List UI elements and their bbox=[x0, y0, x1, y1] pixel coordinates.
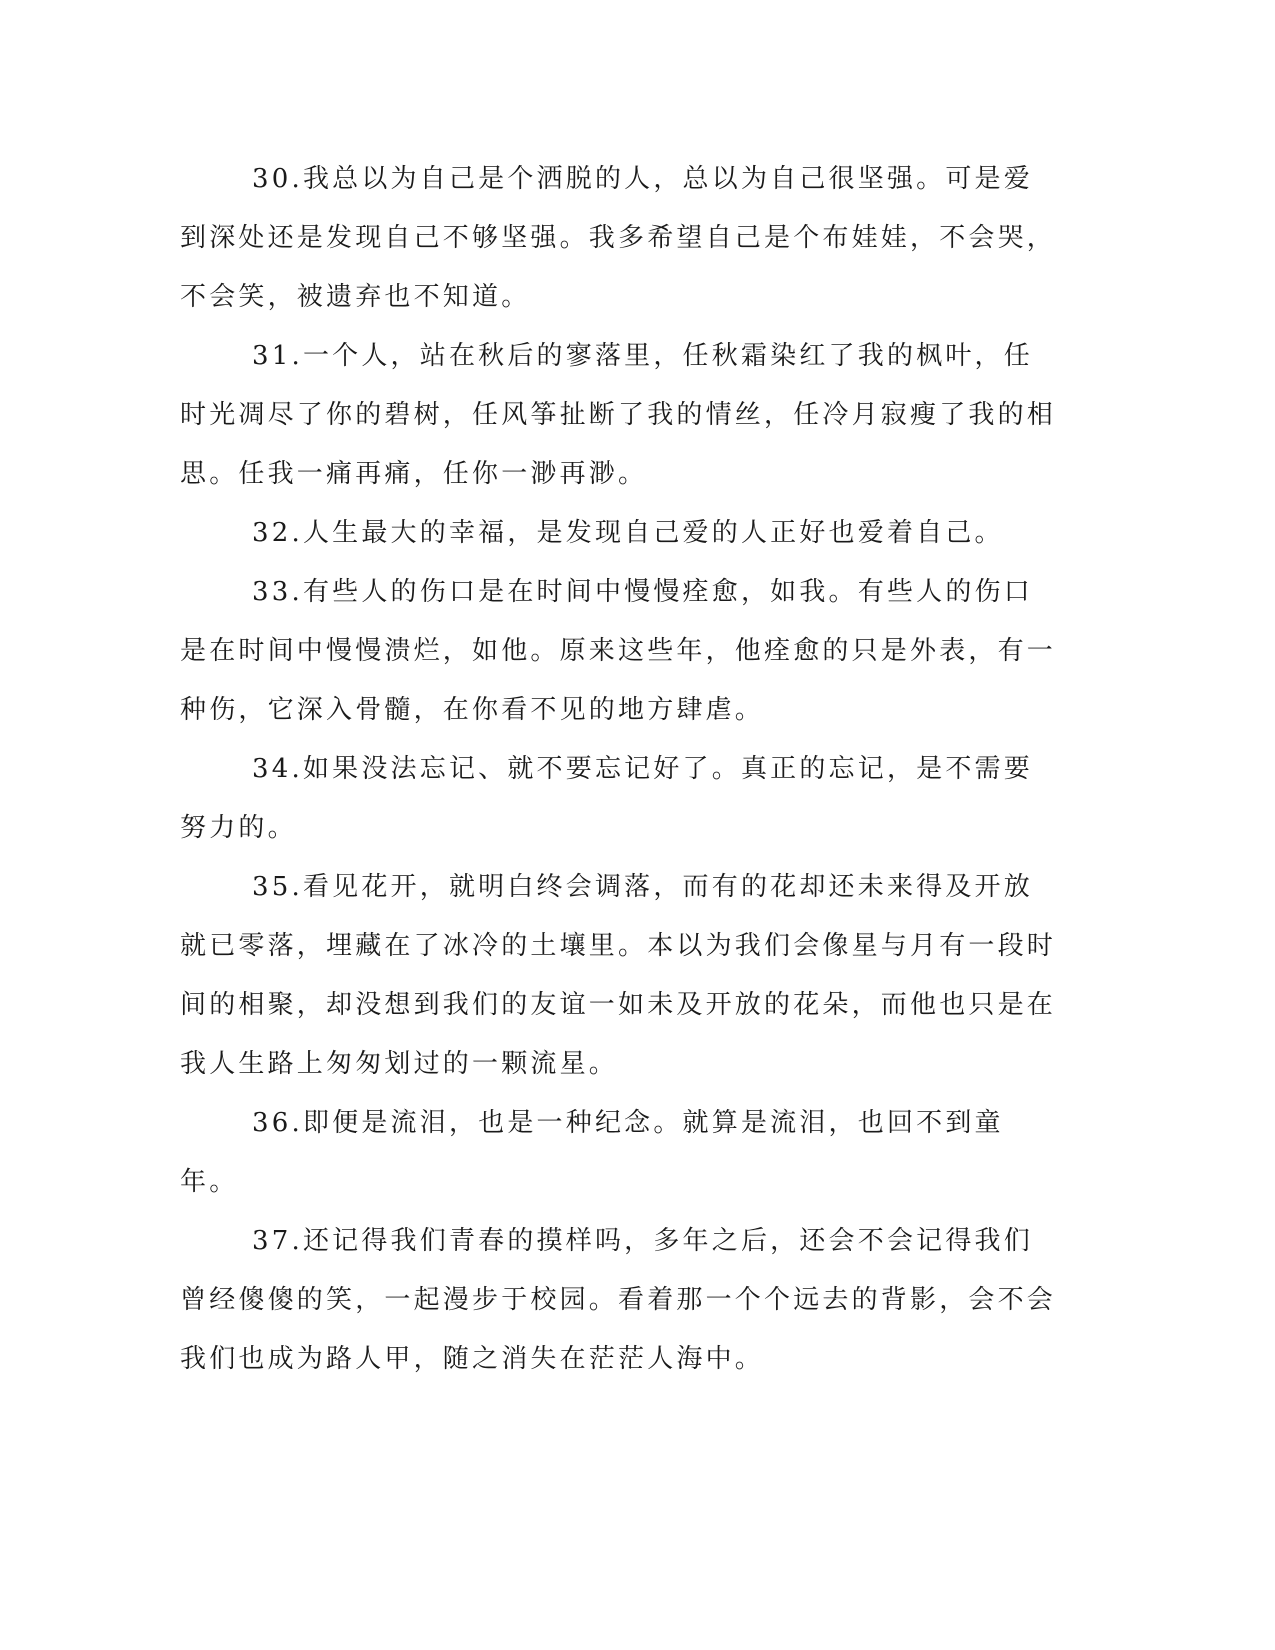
paragraph-35: 35.看见花开，就明白终会调落，而有的花却还未来得及开放就已零落，埋藏在了冰冷的土壤里。本以为我们会像星与月有一段时间的相聚，却没想到我们的友谊一如未及开放的花朵，而他也只是在我人生路上匆匆划过的一颗流星。 bbox=[180, 872, 1057, 1079]
document-body bbox=[180, 150, 1060, 1389]
paragraph-37: 37.还记得我们青春的摸样吗，多年之后，还会不会记得我们曾经傻傻的笑，一起漫步于校园。看着那一个个远去的背影，会不会我们也成为路人甲，随之消失在茫茫人海中。 bbox=[180, 1226, 1057, 1374]
paragraph-34: 34.如果没法忘记、就不要忘记好了。真正的忘记，是不需要努力的。 bbox=[180, 754, 1033, 843]
paragraph-32: 32.人生最大的幸福，是发现自己爱的人正好也爱着自己。 bbox=[252, 518, 1004, 548]
paragraph-33: 33.有些人的伤口是在时间中慢慢痊愈，如我。有些人的伤口是在时间中慢慢溃烂，如他。原来这些年，他痊愈的只是外表，有一种伤，它深入骨髓，在你看不见的地方肆虐。 bbox=[180, 577, 1057, 725]
paragraph-31: 31.一个人，站在秋后的寥落里，任秋霜染红了我的枫叶，任时光凋尽了你的碧树，任风筝扯断了我的情丝，任冷月寂瘦了我的相思。任我一痛再痛，任你一渺再渺。 bbox=[180, 341, 1057, 489]
paragraph-30: 30.我总以为自己是个洒脱的人，总以为自己很坚强。可是爱到深处还是发现自己不够坚强。我多希望自己是个布娃娃，不会哭，不会笑，被遗弃也不知道。 bbox=[180, 164, 1057, 312]
paragraph-36: 36.即便是流泪，也是一种纪念。就算是流泪，也回不到童年。 bbox=[180, 1108, 1004, 1197]
